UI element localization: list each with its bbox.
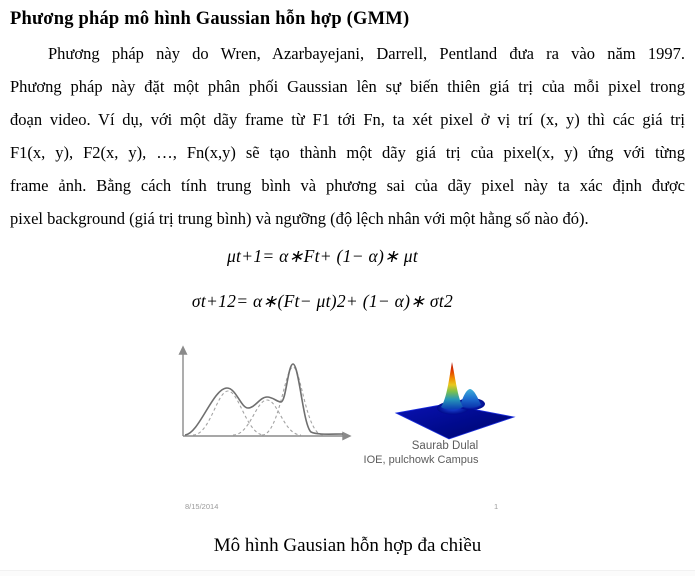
figure-caption: Mô hình Gausian hỗn hợp đa chiều xyxy=(213,535,482,556)
plot-axes xyxy=(180,347,350,439)
body-paragraph xyxy=(10,37,685,235)
paragraph-line: Phương pháp này đặt một phân phối Gaussian lên sự biến thiên giá trị của mỗi pixel trong xyxy=(10,77,685,96)
formula-variance-update: σt+12= α∗(Ft− μt)2+ (1− α)∗ σt2 xyxy=(191,291,454,311)
x-axis-arrow-icon xyxy=(343,433,350,440)
tall-gaussian-peak xyxy=(441,362,463,410)
paragraph-line: Phương pháp này do Wren, Azarbayejani, Darrell, Pentland đưa ra vào năm 1997. xyxy=(48,44,685,63)
gaussian-3d-surface-plot xyxy=(385,348,525,448)
paragraph-line: pixel background (giá trị trung bình) và ngưỡng (độ lệch nhân với một hằng số nào đó). xyxy=(10,209,589,228)
y-axis-arrow-icon xyxy=(180,347,187,354)
page-title: Phương pháp mô hình Gaussian hỗn hợp (GMM) xyxy=(10,9,410,29)
mixture-envelope-curve xyxy=(185,364,343,435)
gaussian-mixture-plot xyxy=(163,343,363,448)
slide-date: 8/15/2014 xyxy=(185,502,219,511)
page-bottom-edge xyxy=(0,570,695,576)
paragraph-line: đoạn video. Ví dụ, với một dãy frame từ F1 tới Fn, ta xét pixel ở vị trí (x, y) thì các giá trị xyxy=(10,110,685,129)
paragraph-line: frame ảnh. Bằng cách tính trung bình và phương sai của dãy pixel này ta xác định được xyxy=(10,176,685,195)
slide-page-number: 1 xyxy=(494,502,499,511)
paragraph-line: F1(x, y), F2(x, y), …, Fn(x,y) sẽ tạo thành một dãy giá trị của pixel(x, y) ứng với từng xyxy=(10,143,685,162)
figure-credit-name: Saurab Dulal xyxy=(411,440,479,452)
small-gaussian-bump xyxy=(460,389,481,408)
formula-mean-update: μt+1= α∗Ft+ (1− α)∗ μt xyxy=(226,246,419,266)
figure-credit-affiliation: IOE, pulchowk Campus xyxy=(363,454,479,466)
